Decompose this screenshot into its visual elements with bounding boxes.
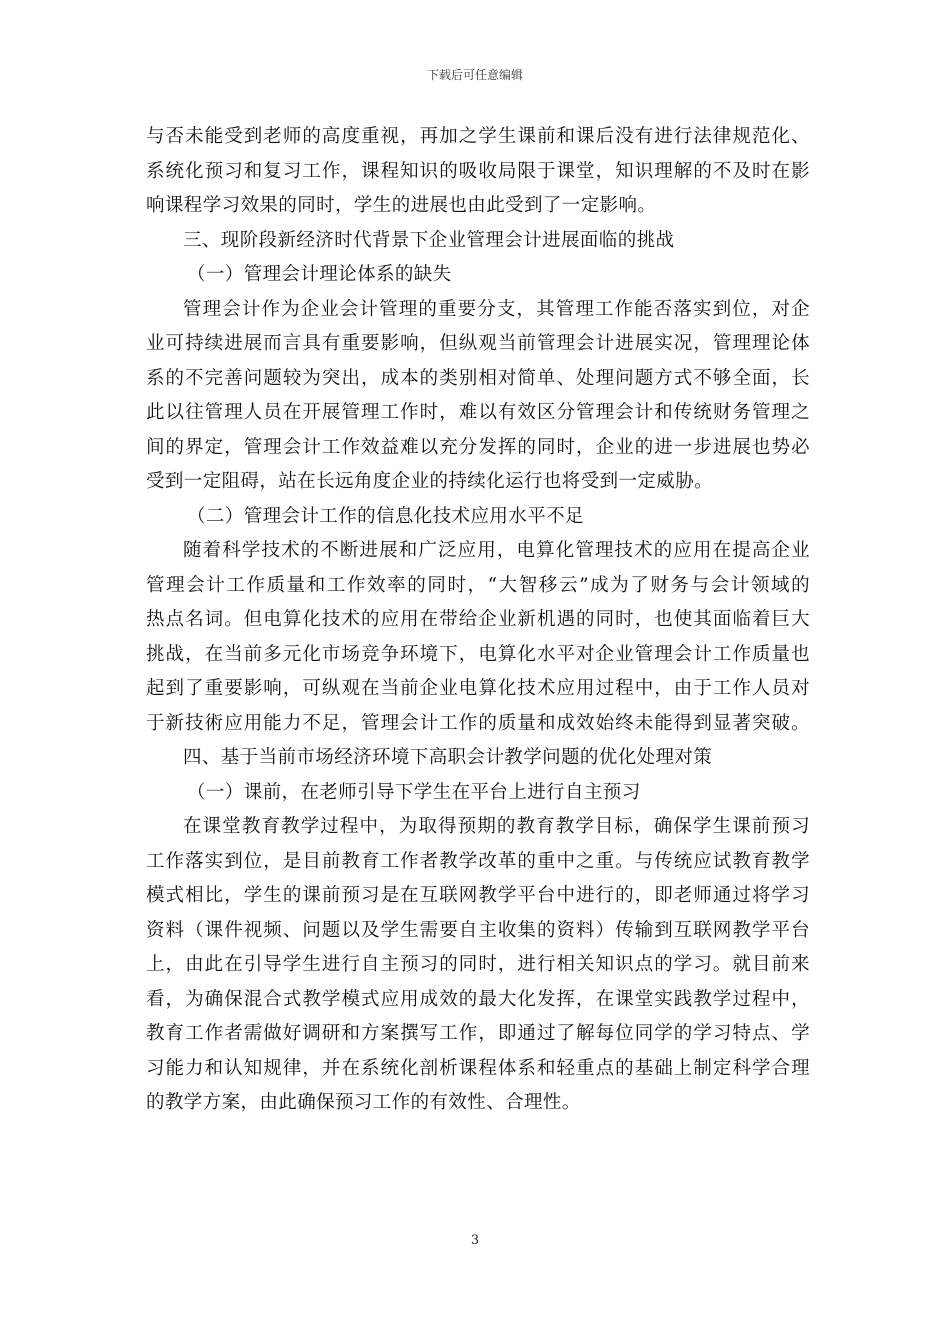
text-line: 响课程学习效果的同时，学生的进展也由此受到了一定影响。 <box>146 195 657 216</box>
text-line: 上，由此在引导学生进行自主预习的同时，进行相关知识点的学习。就目前来 <box>146 954 810 975</box>
text-line: 系统化预习和复习工作，课程知识的吸收局限于课堂，知识理解的不及时在影 <box>146 160 810 182</box>
text-line: 工作落实到位，是目前教育工作者教学改革的重中之重。与传统应试教育教学 <box>146 850 810 872</box>
text-line: 间的界定，管理会计工作效益难以充分发挥的同时，企业的进一步进展也势必 <box>146 436 810 458</box>
text-line: 在课堂教育教学过程中，为取得预期的教育教学目标，确保学生课前预习 <box>183 816 810 837</box>
text-line: 管理会计工作质量和工作效率的同时，“大智移云”成为了财务与会计领域的 <box>146 574 810 596</box>
text-line: 与否未能受到老师的高度重视，再加之学生课前和课后没有进行法律规范化、 <box>146 126 810 147</box>
text-line: 挑战，在当前多元化市场竞争环境下，电算化水平对企业管理会计工作质量也 <box>146 643 810 665</box>
text-line: 教育工作者需做好调研和方案撰写工作，即通过了解每位同学的学习特点、学 <box>146 1023 810 1044</box>
text-line: 业可持续进展而言具有重要影响，但纵观当前管理会计进展实况，管理理论体 <box>146 333 810 354</box>
text-line: 的教学方案，由此确保预习工作的有效性、合理性。 <box>146 1092 581 1113</box>
text-line: 系的不完善问题较为突出，成本的类别相对简单、处理问题方式不够全面，长 <box>146 367 810 389</box>
subsection-heading: （一）课前，在老师引导下学生在平台上进行自主预习 <box>187 781 641 803</box>
subsection-heading: （二）管理会计工作的信息化技术应用水平不足 <box>187 505 584 527</box>
page-number: 3 <box>470 1233 480 1248</box>
text-line: 于新技術应用能力不足，管理会计工作的质量和成效始终未能得到显著突破。 <box>146 712 810 734</box>
text-line: 热点名词。但电算化技术的应用在带给企业新机遇的同时，也使其面临着巨大 <box>146 609 810 630</box>
document-body <box>146 120 810 1121</box>
subsection-heading: （一）管理会计理论体系的缺失 <box>187 264 452 285</box>
page-header: 下载后可任意编辑 <box>426 68 523 82</box>
text-line: 受到一定阻碍，站在长远角度企业的持续化运行也将受到一定威胁。 <box>146 471 714 492</box>
text-line: 资料（课件视频、问题以及学生需要自主收集的资料）传输到互联网教学平台 <box>146 919 810 941</box>
text-line: 此以往管理人员在开展管理工作时，难以有效区分管理会计和传统财务管理之 <box>146 402 810 423</box>
text-line: 习能力和认知规律，并在系统化剖析课程体系和轻重点的基础上制定科学合理 <box>146 1057 810 1079</box>
text-line: 随着科学技术的不断进展和广泛应用，电算化管理技术的应用在提高企业 <box>183 540 810 561</box>
text-line: 模式相比，学生的课前预习是在互联网教学平台中进行的，即老师通过将学习 <box>146 885 810 906</box>
section-heading: 四、基于当前市场经济环境下高职会计教学问题的优化处理对策 <box>183 747 713 768</box>
text-line: 起到了重要影响，可纵观在当前企业电算化技术应用过程中，由于工作人员对 <box>146 678 810 699</box>
text-line: 看，为确保混合式教学模式应用成效的最大化发挥，在课堂实践教学过程中， <box>146 988 810 1010</box>
section-heading: 三、现阶段新经济时代背景下企业管理会计进展面临的挑战 <box>183 229 675 251</box>
text-line: 管理会计作为企业会计管理的重要分支，其管理工作能否落实到位，对企 <box>183 298 810 320</box>
